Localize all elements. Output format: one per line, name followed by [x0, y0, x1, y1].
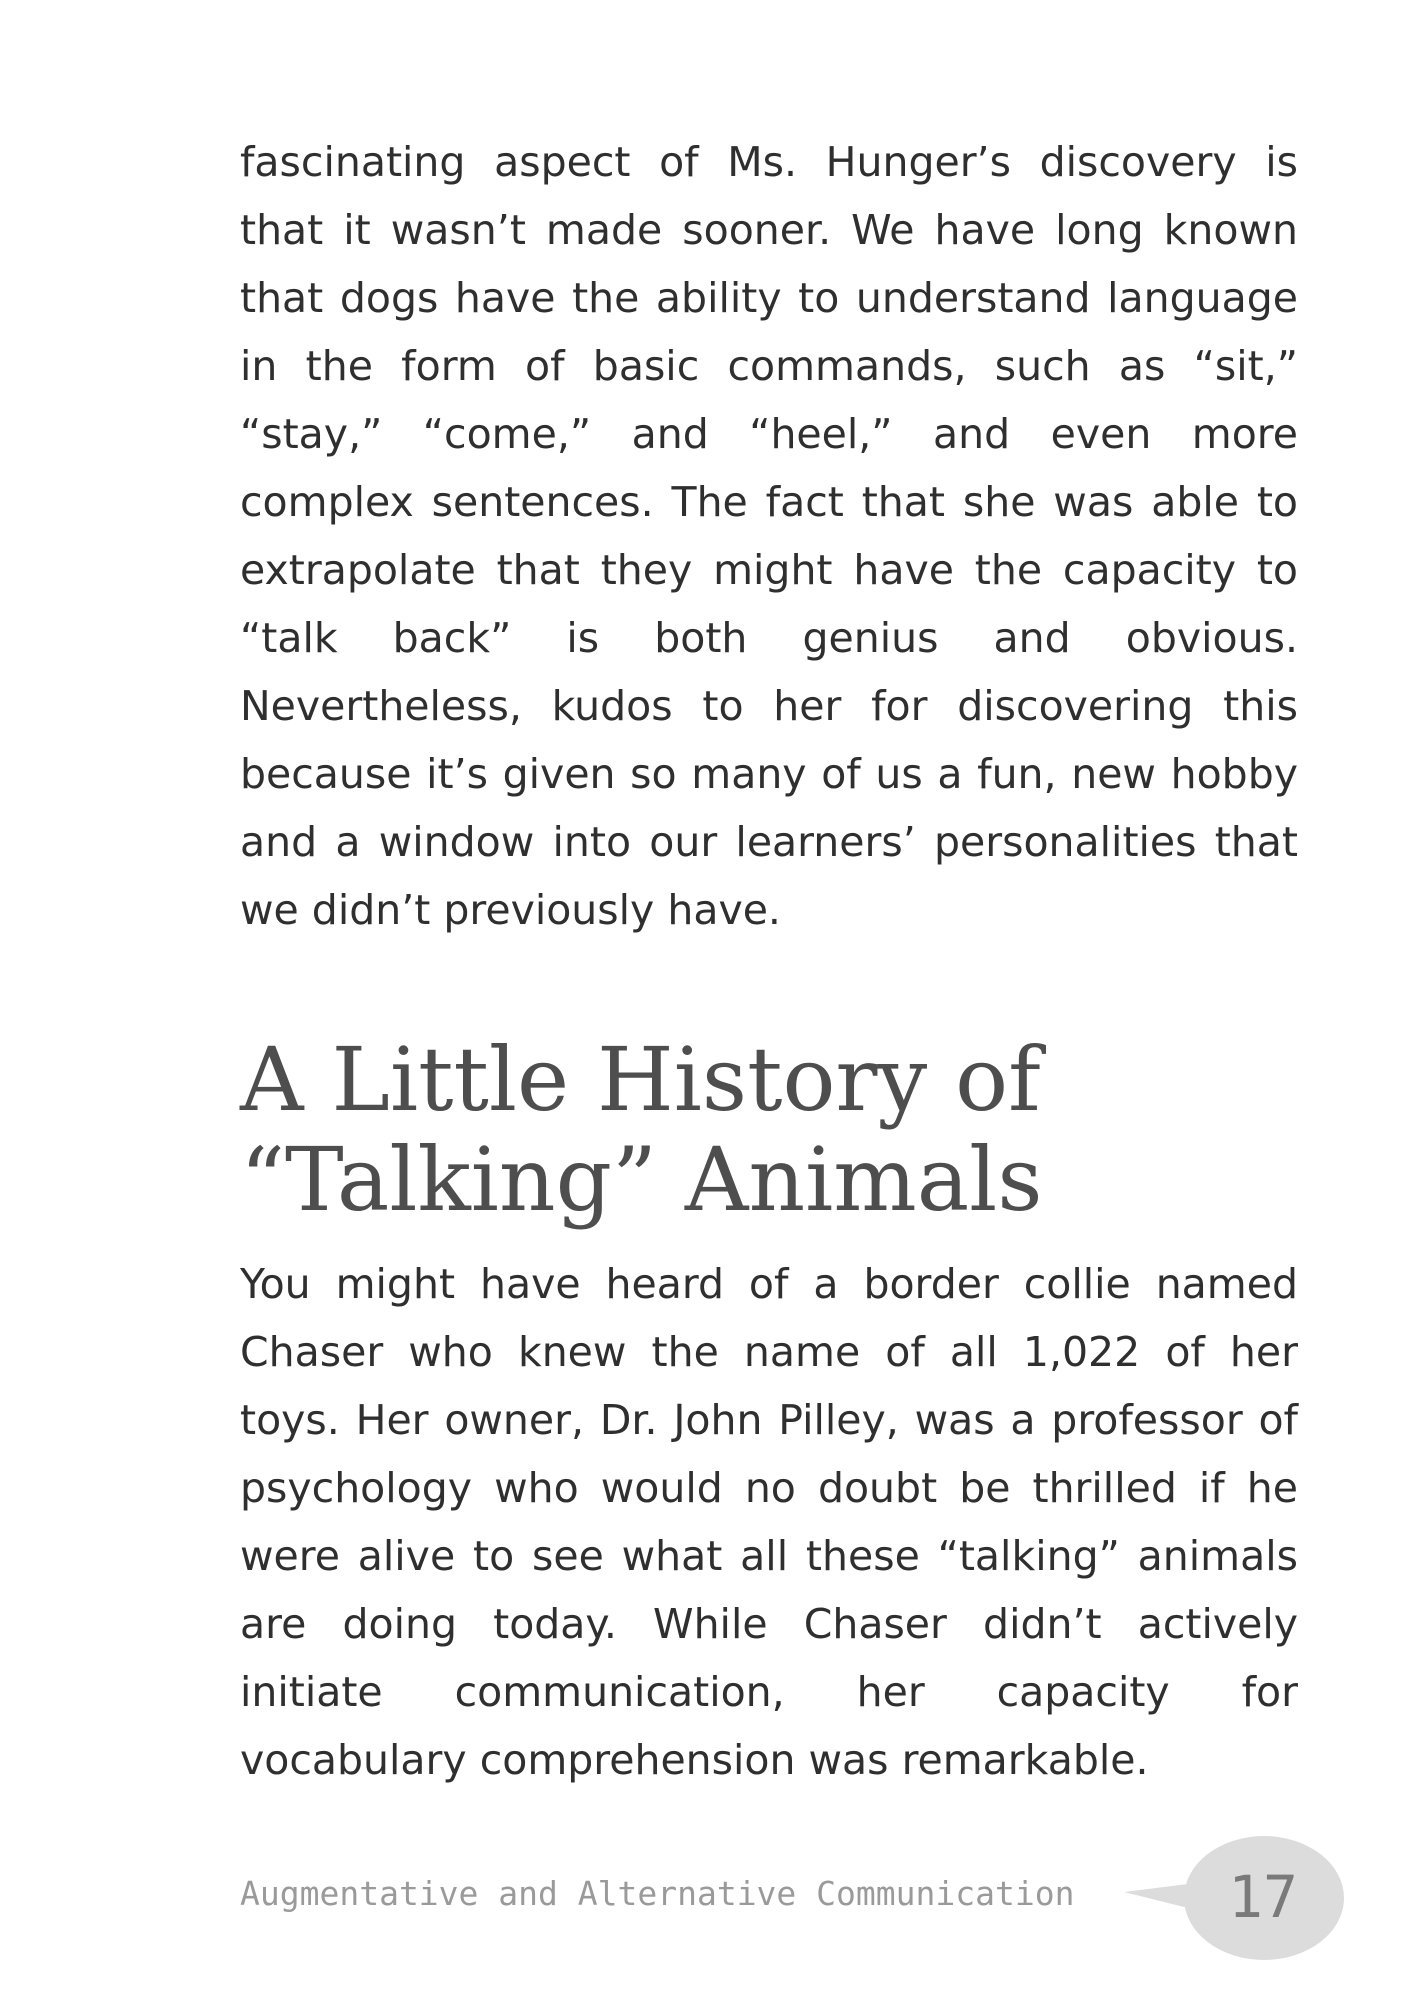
- running-footer-book-title: Augmentative and Alternative Communication: [240, 1874, 1075, 1913]
- body-paragraph-1: fascinating aspect of Ms. Hunger’s discovery is that it wasn’t made sooner. We have long known that dogs have the ability to understand language in the form of basic commands, such as “sit,” “stay,” “come,” and “heel,” and even more complex sentences. The fact that she was able to extrapolate that they might have the capacity to “talk back” is both genius and obvious. Nevertheless, kudos to her for discovering this because it’s given so many of us a fun, new hobby and a window into our learners’ personalities that we didn’t previously have.: [240, 138, 1298, 934]
- page-number-speech-bubble: [1118, 1834, 1344, 1962]
- section-heading: [240, 1030, 1340, 1230]
- section-heading-line-1: A Little History of: [240, 1028, 1041, 1131]
- page-number: 17: [1228, 1863, 1298, 1931]
- body-paragraph-2: You might have heard of a border collie named Chaser who knew the name of all 1,022 of her toys. Her owner, Dr. John Pilley, was a professor of psychology who would no doubt be thrilled if he were alive to see what all these “talking” animals are doing today. While Chaser didn’t actively initiate communication, her capacity for vocabulary comprehension was remarkable.: [240, 1260, 1298, 1784]
- section-heading-line-2: “Talking” Animals: [240, 1128, 1043, 1231]
